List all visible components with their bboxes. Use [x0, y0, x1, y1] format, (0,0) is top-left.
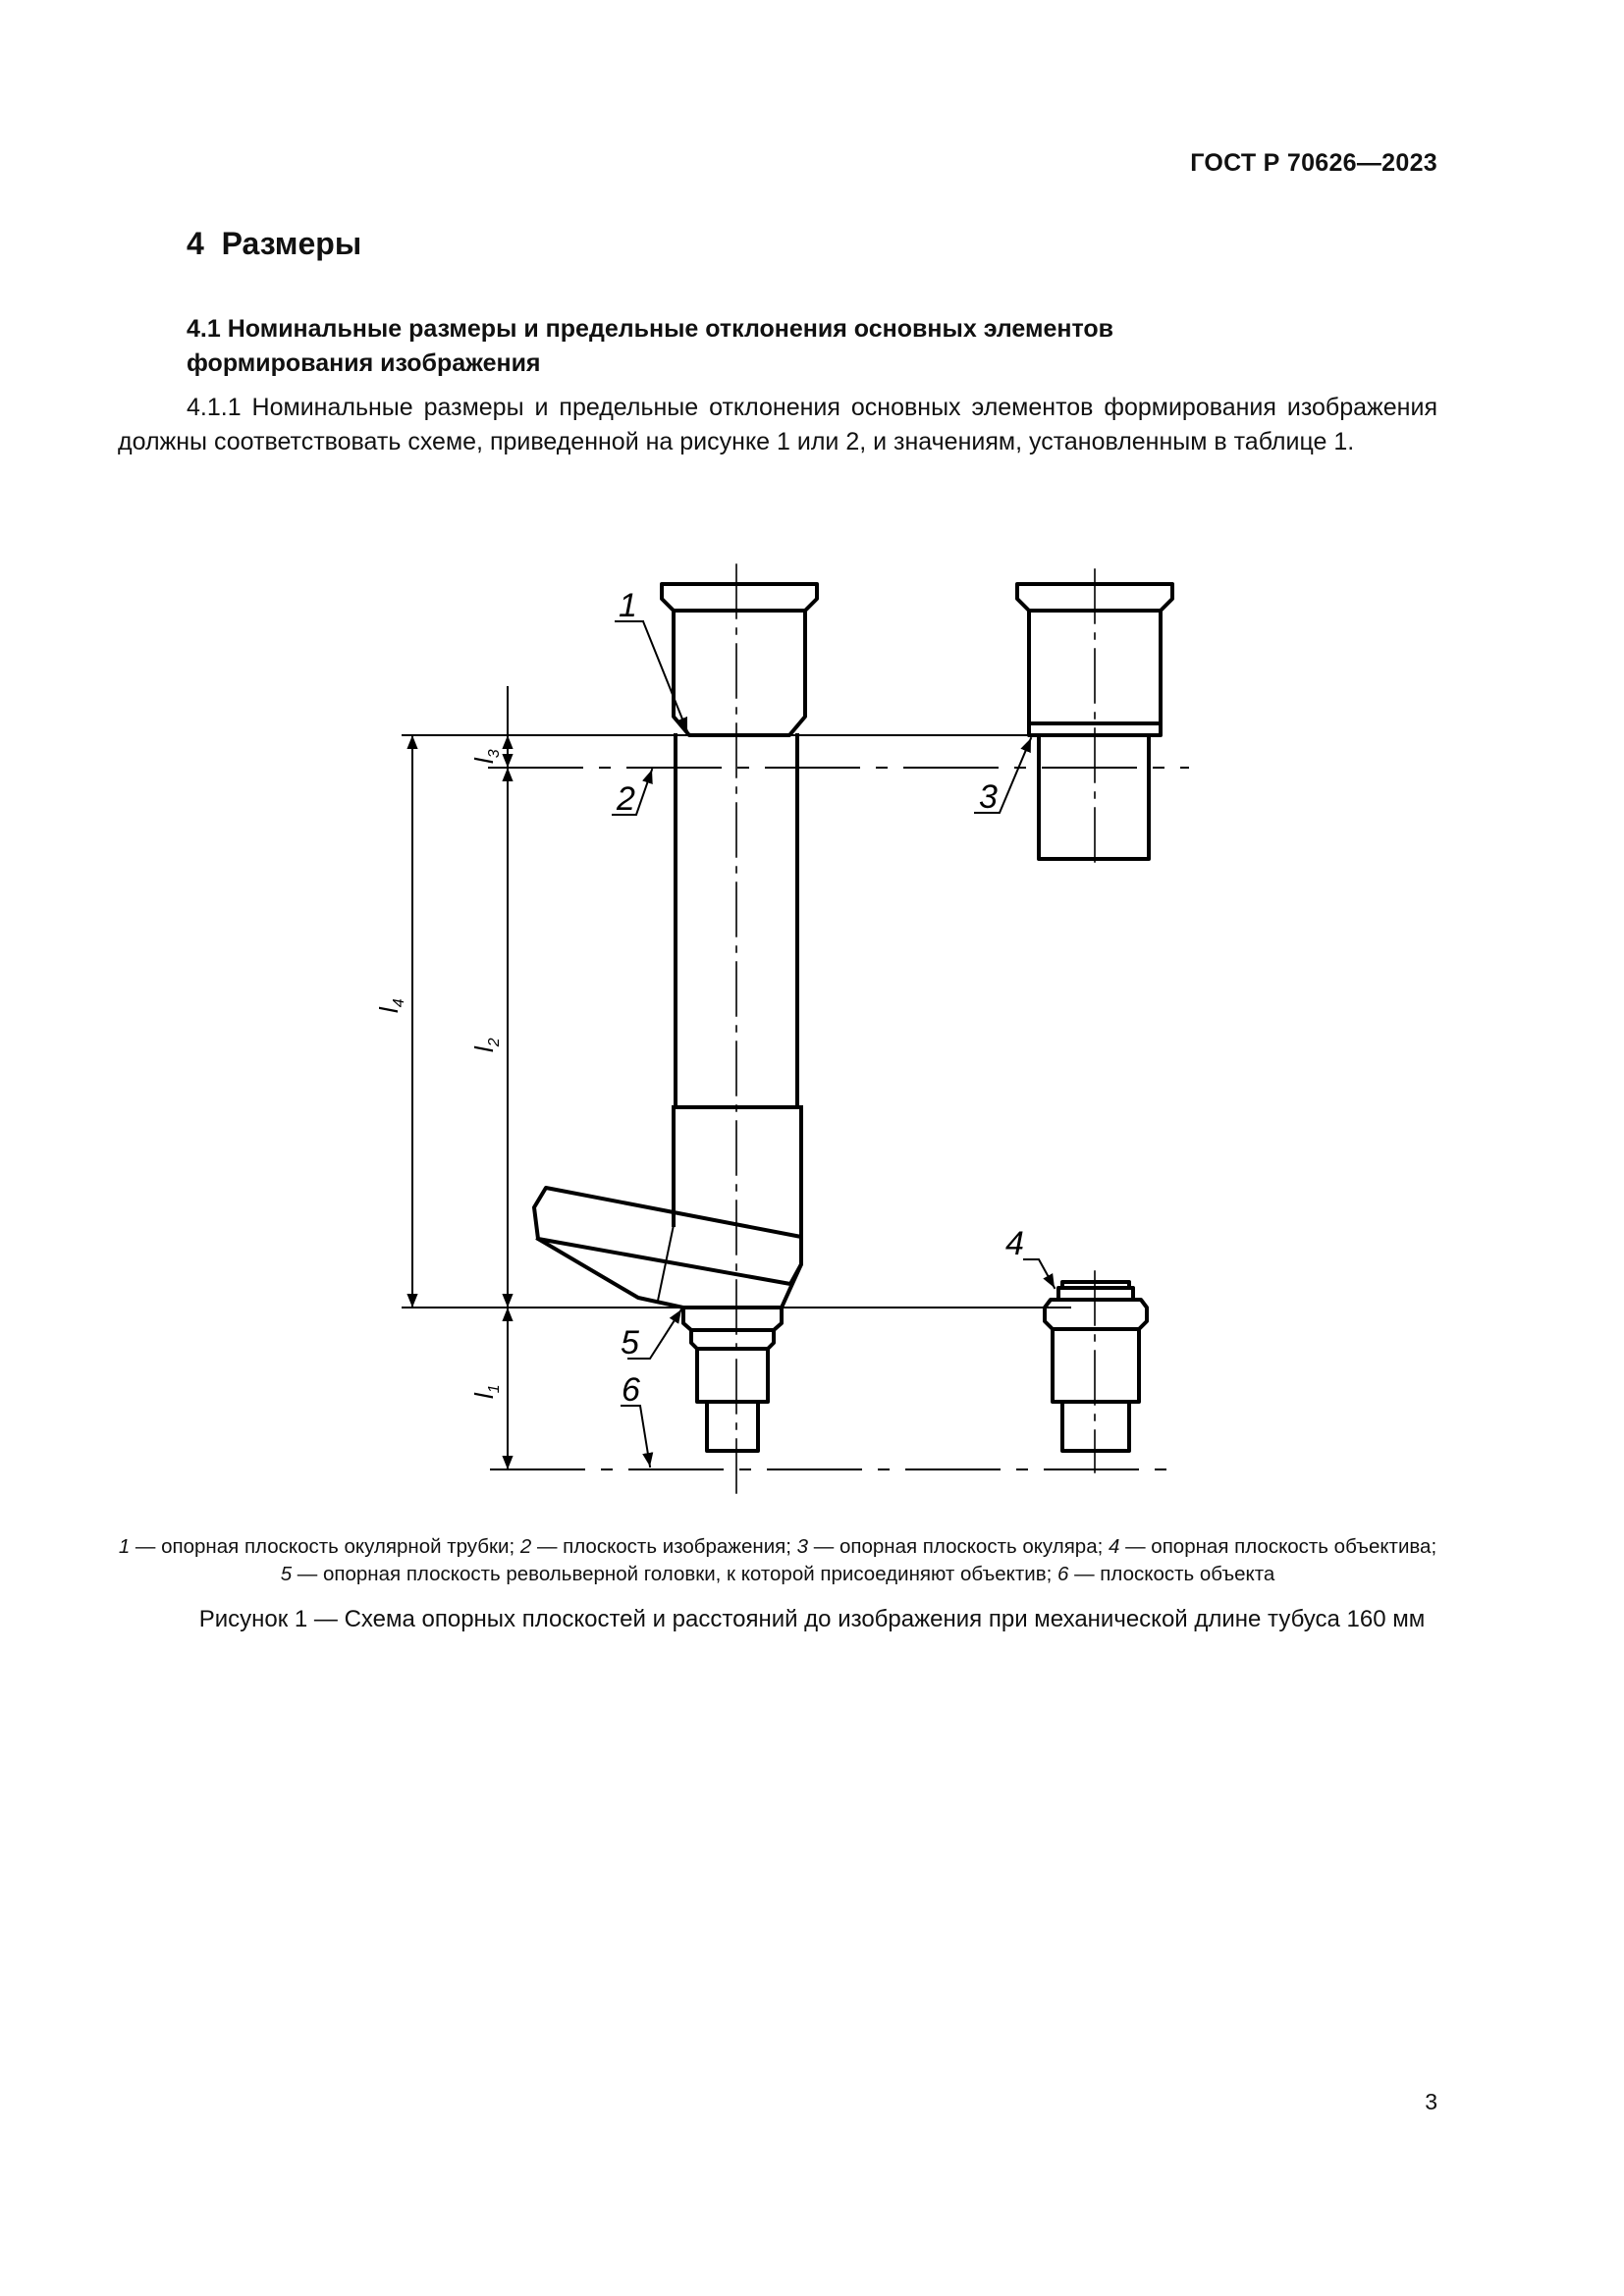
objective-left — [683, 1308, 782, 1451]
legend-num-6: 6 — [1057, 1563, 1069, 1585]
objective-right-body — [1053, 1329, 1139, 1402]
paragraph-text: 4.1.1 Номинальные размеры и предельные отклонения основных элементов формирования изображения должны соответствовать схеме, приведенной на рисунке 1 или 2, и значениям, установленным в таблице 1. — [118, 394, 1437, 455]
leader-4 — [1024, 1259, 1055, 1288]
dashed-plane-lines — [489, 768, 1188, 1469]
legend-num-2: 2 — [519, 1535, 532, 1558]
legend-num-4: 4 — [1109, 1535, 1120, 1558]
objective-right-flange — [1045, 1300, 1147, 1329]
objective-left-body — [697, 1349, 768, 1402]
dim-label-l2: $l_2$ — [469, 1038, 503, 1052]
legend-text-6: — плоскость объекта — [1068, 1563, 1275, 1585]
callout-2: 2 — [617, 780, 635, 818]
tube-top-flange — [662, 584, 817, 611]
callout-4: 4 — [1005, 1225, 1024, 1262]
callout-1: 1 — [619, 587, 637, 624]
legend-text-3: — опорная плоскость окуляра; — [808, 1535, 1109, 1558]
paragraph-4-1-1 — [118, 391, 1437, 459]
legend-text-5: — опорная плоскость револьверной головки, к которой присоединяют объектив; — [292, 1563, 1057, 1585]
standard-code: ГОСТ Р 70626—2023 — [1190, 149, 1437, 177]
leader-lines — [613, 621, 1055, 1467]
callout-5: 5 — [621, 1324, 639, 1362]
figure-1-diagram — [0, 550, 1624, 1512]
callout-6: 6 — [622, 1371, 640, 1409]
objective-left-ring — [691, 1330, 774, 1349]
section-title: 4 Размеры — [187, 226, 362, 261]
objective-left-tip — [707, 1402, 758, 1451]
legend-text-4: — опорная плоскость объектива; — [1119, 1535, 1437, 1558]
axis-lines — [736, 564, 1095, 1497]
legend-text-1: — опорная плоскость окулярной трубки; — [130, 1535, 520, 1558]
legend-text-2: — плоскость изображения; — [531, 1535, 797, 1558]
legend-num-1: 1 — [118, 1535, 131, 1558]
objective-right-tip — [1062, 1402, 1129, 1451]
dim-label-l1: $l_1$ — [469, 1384, 503, 1399]
leader-1 — [617, 621, 687, 731]
dimension-labels — [374, 749, 503, 1399]
nosepiece-top-plate — [534, 1188, 801, 1284]
dimension-lines — [412, 687, 508, 1469]
subsection-title: 4.1 Номинальные размеры и предельные отклонения основных элементов формирования изображения — [187, 315, 1114, 377]
revolving-nosepiece — [534, 1188, 801, 1308]
eyepiece-tube-assembly — [662, 584, 817, 1308]
figure-caption: Рисунок 1 — Схема опорных плоскостей и расстояний до изображения при механической длине тубуса 160 мм — [198, 1606, 1426, 1632]
dim-label-l3: $l_3$ — [469, 749, 503, 764]
legend-num-5: 5 — [280, 1563, 293, 1585]
tube-upper-body — [674, 611, 805, 735]
figure-legend — [118, 1533, 1437, 1588]
tube-lower-right — [782, 1107, 801, 1308]
nosepiece-lower-edge — [538, 1239, 683, 1308]
objective-left-flange — [683, 1308, 782, 1330]
leader-6 — [622, 1406, 650, 1467]
dim-label-l4: $l_4$ — [374, 998, 407, 1013]
eyepiece-barrel — [1039, 735, 1149, 859]
page-number: 3 — [1425, 2089, 1437, 2114]
callout-3: 3 — [979, 778, 998, 816]
legend-num-3: 3 — [796, 1535, 809, 1558]
